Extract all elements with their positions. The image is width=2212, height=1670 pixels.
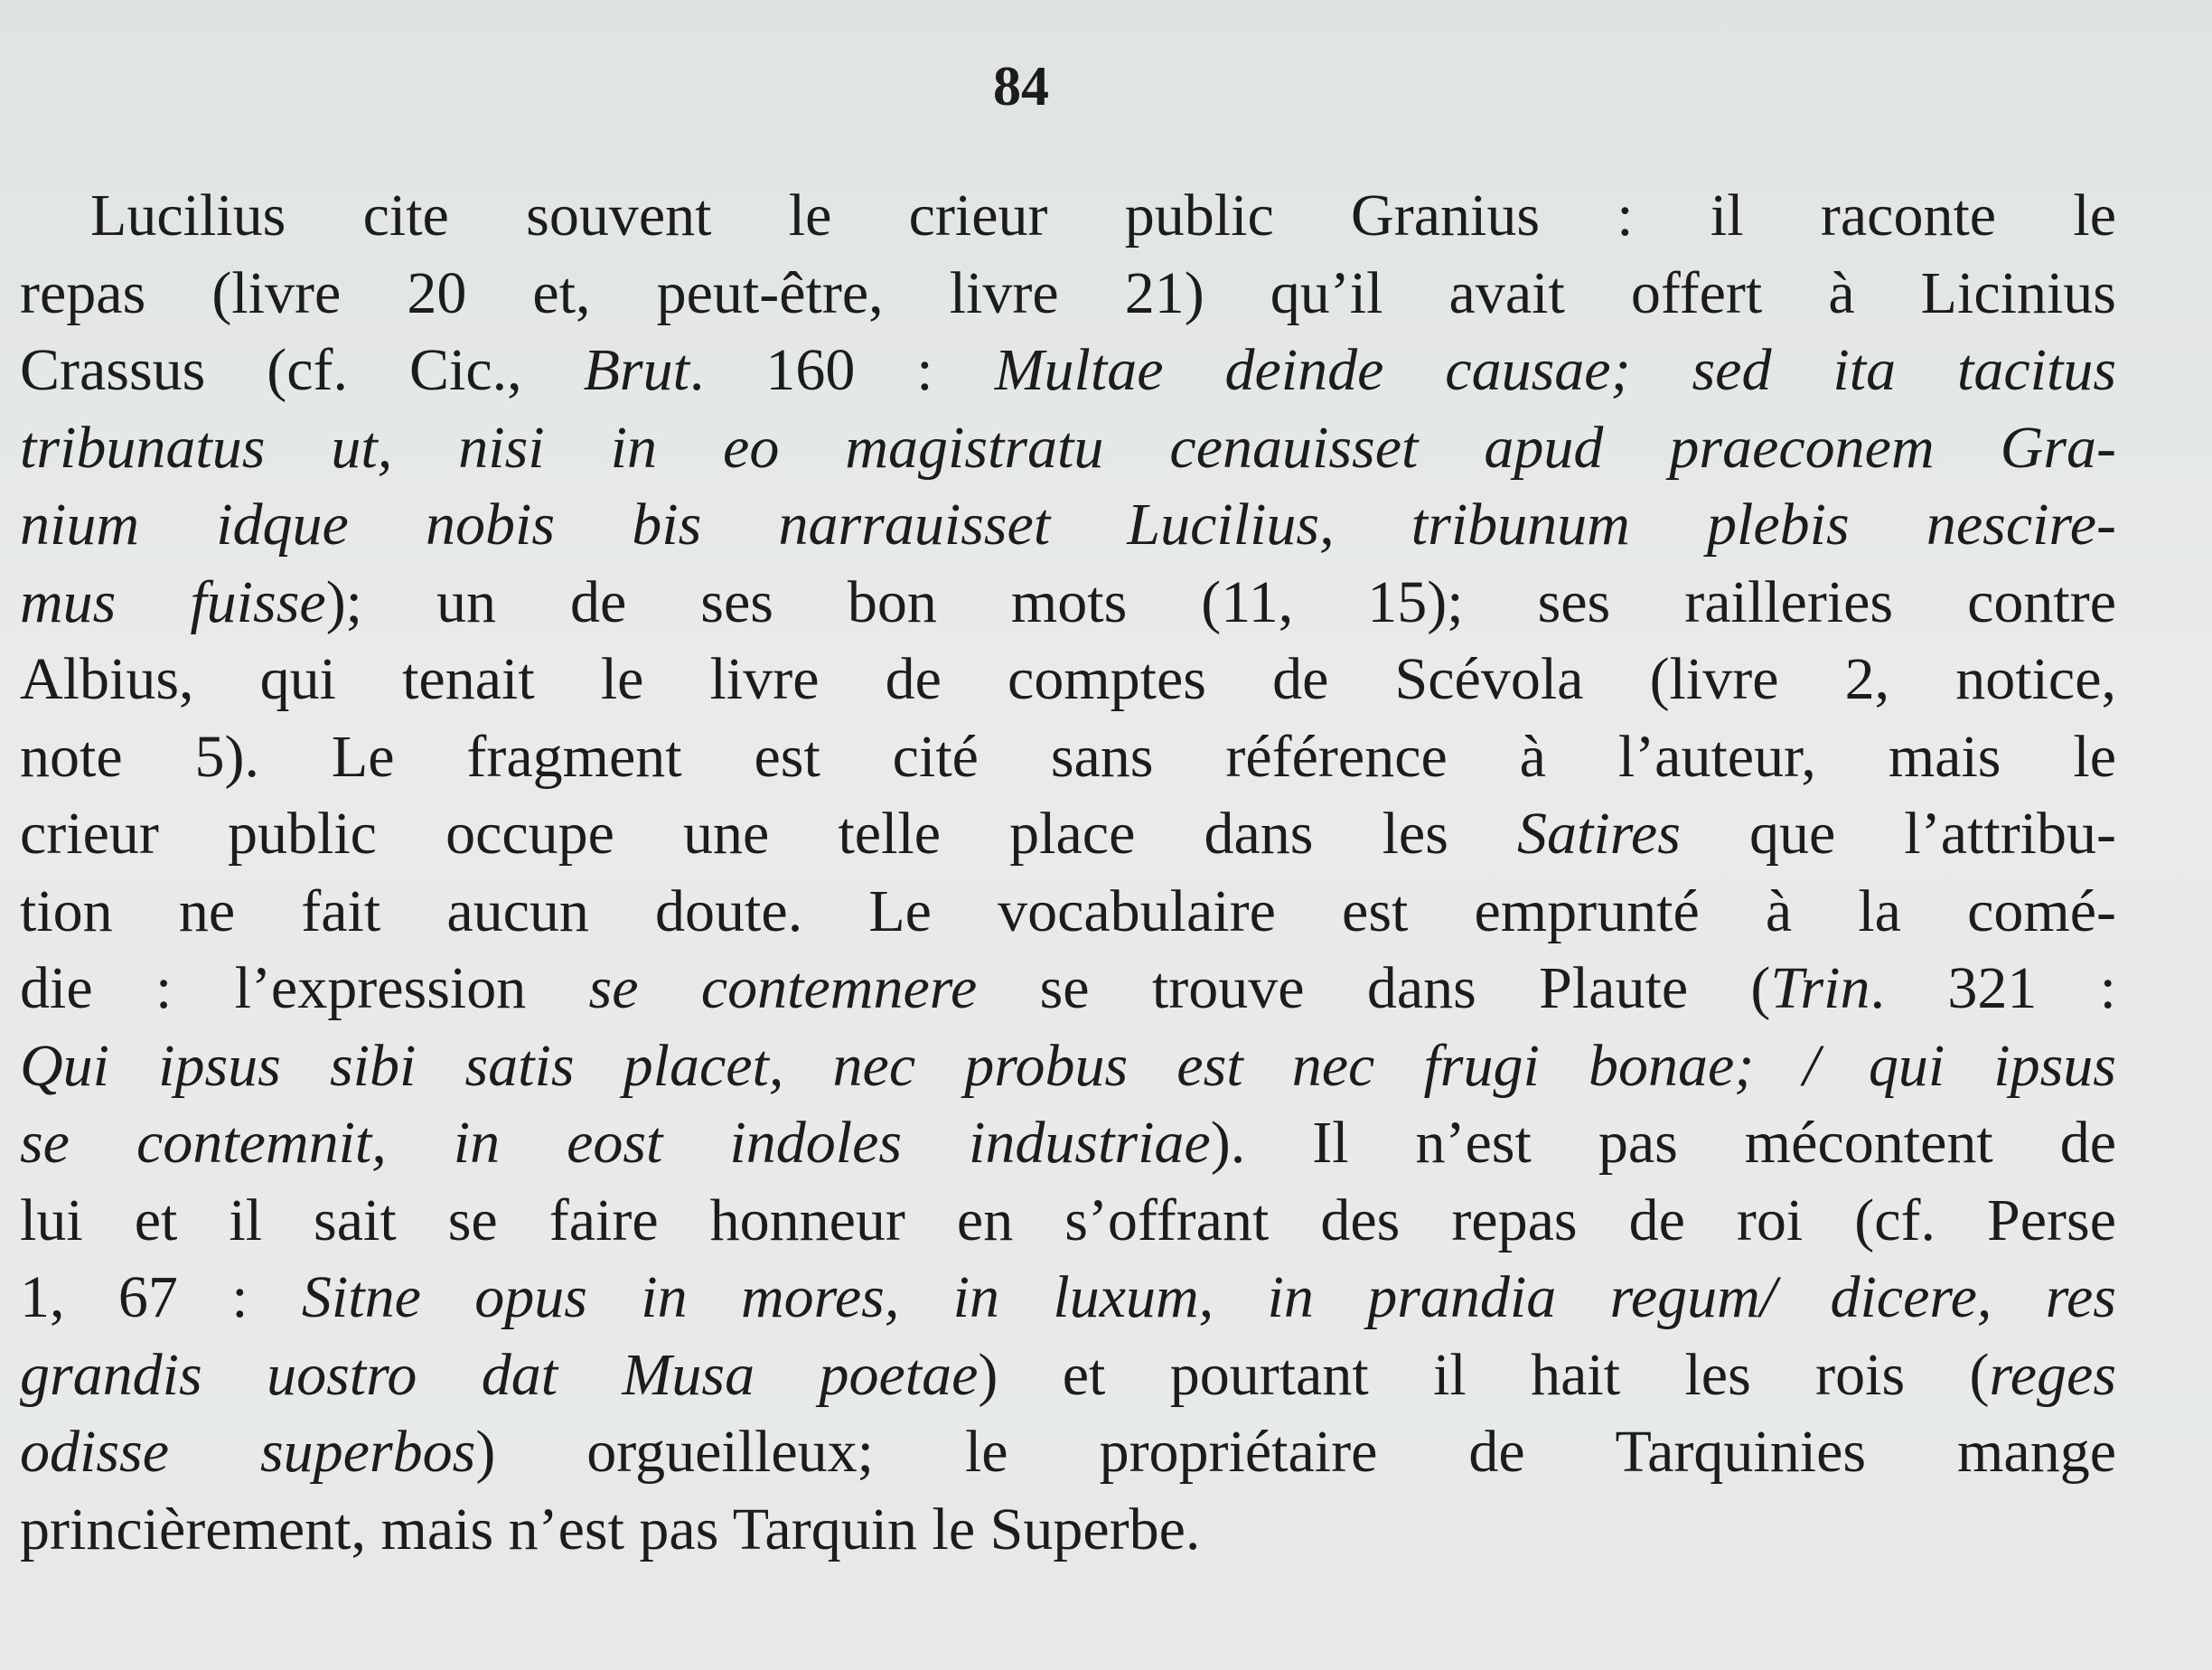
text-run: Albius, qui tenait le livre de comptes de Scévola (livre 2, notice, <box>20 646 2116 712</box>
text-run: 1, 67 : <box>20 1264 302 1330</box>
italic-text: nium idque nobis bis narrauisset Lucilius, tribunum plebis nescire- <box>20 492 2116 558</box>
italic-text: se contemnit, in eost indoles industriae <box>20 1110 1211 1176</box>
text-line <box>20 564 2116 642</box>
text-line <box>20 255 2116 333</box>
text-line <box>20 332 2116 409</box>
italic-text: reges <box>1989 1341 2117 1408</box>
text-run: ). Il n’est pas mécontent de <box>1210 1110 2116 1176</box>
text-line <box>20 873 2116 951</box>
text-run: crieur public occupe une telle place dans les <box>20 801 1518 867</box>
text-run: . 160 : <box>689 337 995 403</box>
text-line <box>20 1413 2116 1491</box>
text-line <box>20 795 2116 873</box>
text-line <box>20 641 2116 718</box>
text-run: ) orgueilleux; le propriétaire de Tarquinies mange <box>475 1419 2116 1485</box>
text-line <box>20 718 2116 796</box>
text-run: que l’attribu- <box>1680 801 2116 867</box>
text-line <box>20 1259 2116 1337</box>
text-run: lui et il sait se faire honneur en s’offrant des repas de roi (cf. Perse <box>20 1187 2116 1253</box>
italic-text: Brut <box>583 337 689 403</box>
text-line <box>20 1104 2116 1182</box>
text-run: note 5). Le fragment est cité sans référence à l’auteur, mais le <box>20 723 2116 790</box>
text-run: Crassus (cf. Cic., <box>20 337 584 403</box>
italic-text: tribunatus ut, nisi in eo magistratu cenauisset apud praeconem Gra- <box>20 414 2116 481</box>
italic-text: se contemnere <box>588 955 978 1021</box>
italic-text: Sitne opus in mores, in luxum, in prandia regum/ dicere, res <box>301 1264 2116 1330</box>
text-line <box>20 409 2116 487</box>
text-run: tion ne fait aucun doute. Le vocabulaire est emprunté à la comé- <box>20 877 2116 944</box>
text-line <box>20 1337 2116 1414</box>
text-run: . 321 : <box>1870 955 2117 1021</box>
italic-text: Qui ipsus sibi satis placet, nec probus est nec frugi bonae; / qui ipsus <box>20 1032 2116 1099</box>
italic-text: Trin <box>1770 955 1870 1021</box>
page-number: 84 <box>993 56 1049 117</box>
italic-text: Multae deinde causae; sed ita tacitus <box>994 337 2116 403</box>
text-line <box>20 177 2116 255</box>
text-run: die : l’expression <box>20 955 589 1021</box>
text-run: se trouve dans Plaute ( <box>977 955 1771 1021</box>
text-line <box>20 1182 2116 1260</box>
text-line <box>20 950 2116 1027</box>
text-run: ) et pourtant il hait les rois ( <box>978 1341 1990 1408</box>
text-run: repas (livre 20 et, peut-être, livre 21) qu’il avait offert à Licinius <box>20 259 2116 326</box>
italic-text: odisse superbos <box>20 1419 476 1485</box>
text-run: princièrement, mais n’est pas Tarquin le Superbe. <box>20 1496 1201 1562</box>
text-line <box>20 486 2116 564</box>
italic-text: grandis uostro dat Musa poetae <box>20 1341 979 1408</box>
text-run: ); un de ses bon mots (11, 15); ses railleries contre <box>325 568 2117 635</box>
text-line <box>20 1491 2116 1569</box>
italic-text: mus fuisse <box>20 568 326 635</box>
text-line <box>20 1027 2116 1105</box>
paragraph <box>20 177 2116 1568</box>
text-run: Lucilius cite souvent le crieur public Granius : il raconte le <box>90 183 2116 249</box>
italic-text: Satires <box>1517 801 1681 867</box>
